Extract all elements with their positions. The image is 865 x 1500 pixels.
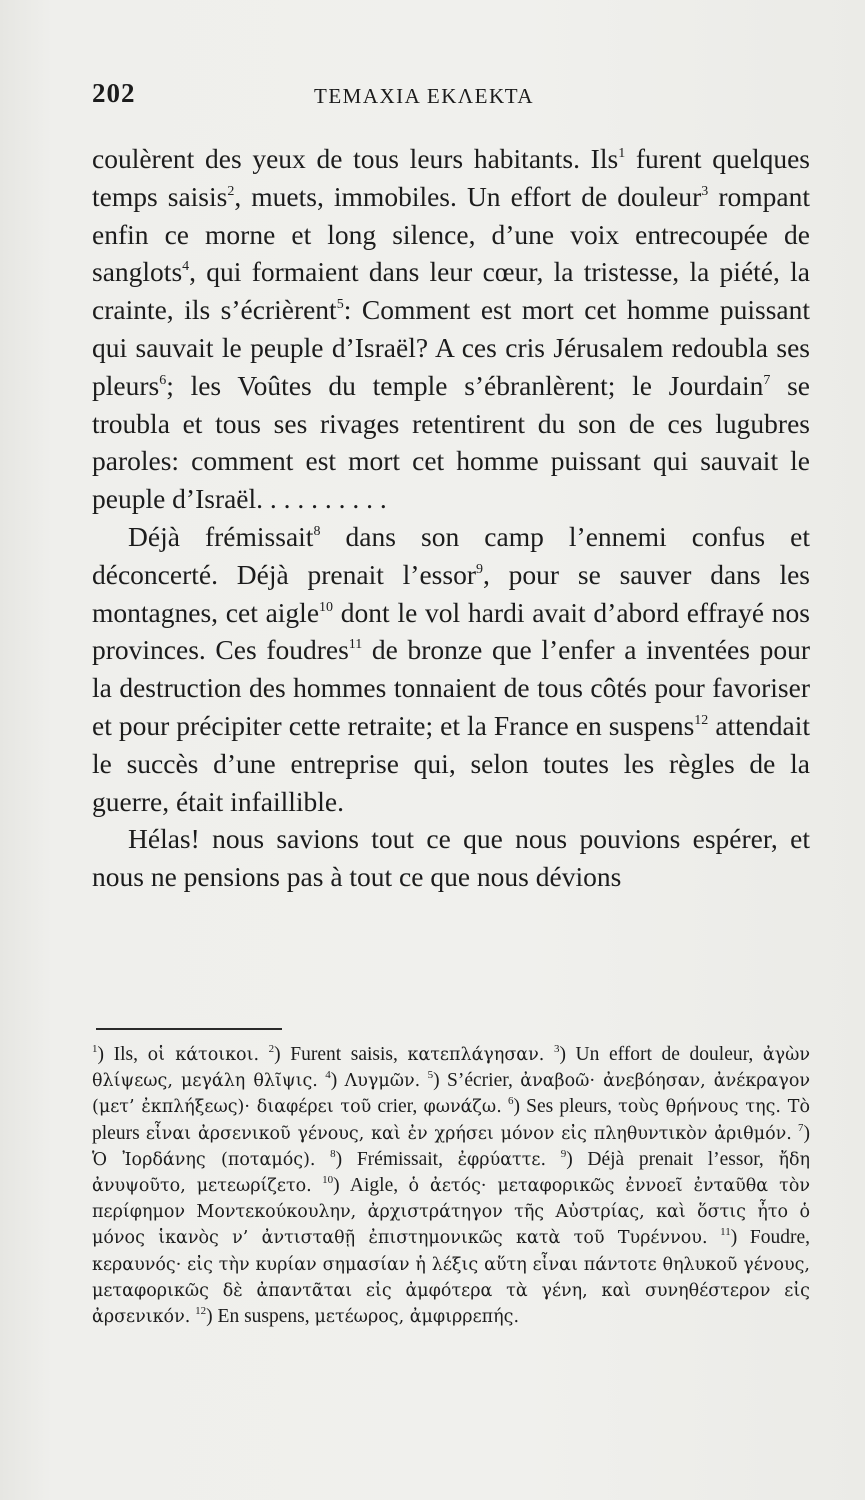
footnote-gloss: εἶναι ἀρσενικοῦ γένους, καὶ ἐν χρήσει μόνον εἰς πληθυντικὸν ἀριθμόν. bbox=[145, 1123, 792, 1144]
text-run: rompant enfin ce morne et long silence, d’une voix entrecoupée de sanglots bbox=[92, 180, 810, 288]
footnote-marker: 2 bbox=[268, 1043, 275, 1055]
text-run: attendait le succès d’une entreprise qui, selon toutes les règles de la guerre, était infaillible. bbox=[92, 709, 811, 817]
paragraph-3 bbox=[92, 820, 810, 896]
footnote-gloss: τοὺς θρήνους της. Τὸ bbox=[618, 1097, 810, 1118]
footnote-term: pleurs bbox=[92, 1122, 146, 1144]
footnote-marker: 3 bbox=[553, 1043, 560, 1055]
footnote-gloss: κεραυνός· εἰς τὴν κυρίαν σημασίαν ἡ λέξις αὕτη εἶναι πάντοτε θηλυκοῦ γένους, μεταφορικῶς δὲ ἀπαντᾶται εἰς ἀμφότερα τὰ γένη, καὶ συνηθέστερον εἰς ἀρσενικόν. bbox=[92, 1254, 810, 1328]
footnote-marker: 6 bbox=[507, 1095, 514, 1108]
footnote-gloss: οἱ κάτοικοι. bbox=[147, 1045, 260, 1065]
note-ref-11: 11 bbox=[348, 637, 363, 653]
footnote-term: ) Frémissait, bbox=[335, 1148, 458, 1170]
text-run: dans son camp l’ennemi confus et déconcerté. Déjà prenait l’essor bbox=[92, 520, 810, 590]
footnote-marker: 8 bbox=[330, 1147, 336, 1160]
footnote-term: ) bbox=[803, 1122, 811, 1144]
footnote-marker: 11 bbox=[720, 1226, 731, 1239]
footnote-term: ) Ses pleurs, bbox=[513, 1096, 619, 1118]
footnote-gloss: Ὁ Ἰορδάνης (ποταμός). bbox=[92, 1149, 316, 1170]
footnote-marker: 10 bbox=[322, 1174, 334, 1187]
footnote-4 bbox=[325, 1070, 420, 1091]
main-text bbox=[92, 140, 810, 896]
footnote-gloss: κατεπλάγησαν. bbox=[407, 1045, 545, 1065]
text-run: se troubla et tous ses rivages retentirent du son de ces lugubres paroles: comment est mort cet homme puissant qui sauvait le peuple d’Israël. . . . . . . . . . bbox=[92, 369, 810, 515]
note-ref-12: 12 bbox=[694, 712, 709, 728]
footnote-term: ) En suspens, bbox=[206, 1306, 315, 1328]
footnote-12 bbox=[195, 1306, 519, 1327]
footnote-term: crier, bbox=[371, 1096, 424, 1118]
text-run: , muets, immobiles. Un effort de douleur bbox=[234, 180, 702, 212]
footnote-marker: 5 bbox=[427, 1069, 434, 1082]
running-title: ΤΕΜΑΧΙΑ ΕΚΛΕΚΤΑ bbox=[314, 84, 535, 108]
note-ref-9: 9 bbox=[475, 561, 483, 577]
footnote-divider bbox=[96, 1028, 282, 1030]
text-run: , qui formaient dans leur cœur, la tristesse, la piété, la crainte, ils s’écrièrent bbox=[92, 256, 810, 326]
text-run: coulèrent des yeux de tous leurs habitants. Ils bbox=[92, 143, 619, 174]
text-run: , pour se sauver dans les montagnes, cet aigle bbox=[92, 558, 810, 628]
footnote-gloss: μετέωρος, ἀμφιρρεπής. bbox=[314, 1307, 520, 1328]
paragraph-1 bbox=[92, 140, 810, 518]
footnote-gloss: ἀναβοῶ· ἀνεβόησαν, ἀνέκραγον (μετ’ ἐκπλήξεως)· διαφέρει τοῦ bbox=[92, 1071, 811, 1118]
footnote-term: ) Furent saisis, bbox=[274, 1044, 408, 1065]
footnote-gloss: φωνάζω. bbox=[423, 1097, 502, 1118]
text-run: Hélas! nous savions tout ce que nous pouvions espérer, et nous ne pensions pas à tout ce que nous dévions bbox=[92, 823, 810, 893]
text-run: : Comment est mort cet homme puissant qui sauvait le peuple d’Israël? A ces cris Jérusalem redoubla ses pleurs bbox=[92, 294, 810, 401]
page-number: 202 bbox=[92, 78, 136, 108]
footnote-marker: 12 bbox=[195, 1305, 207, 1318]
note-ref-10: 10 bbox=[319, 599, 334, 615]
footnote-gloss: ἀγὼν θλίψεως, μεγάλη θλῖψις. bbox=[92, 1045, 811, 1092]
footnotes bbox=[92, 1042, 810, 1330]
footnote-marker: 9 bbox=[560, 1147, 567, 1160]
text-run: Déjà frémissait bbox=[128, 520, 314, 552]
footnote-gloss: ἤδη ἀνυψοῦτο, μετεωρίζετο. bbox=[92, 1149, 810, 1197]
footnote-term: ) bbox=[330, 1070, 345, 1092]
text-run: de bronze que l’enfer a inventées pour la destruction des hommes tonnaient de tous côtés pour favoriser et pour précipiter cette retraite; et la France en suspens bbox=[92, 634, 810, 741]
footnote-marker: 4 bbox=[325, 1069, 331, 1082]
text-run: ; les Voûtes du temple s’ébranlèrent; le Jourdain bbox=[166, 369, 764, 401]
note-ref-2: 2 bbox=[227, 183, 235, 199]
footnote-term: ) Foudre, bbox=[730, 1227, 811, 1249]
footnote-1 bbox=[92, 1044, 259, 1065]
footnote-term: ) Un effort de douleur, bbox=[559, 1044, 763, 1065]
footnote-term: ) Ils, bbox=[97, 1044, 148, 1065]
footnote-marker: 7 bbox=[798, 1121, 804, 1134]
footnote-gloss: Λυγμῶν. bbox=[344, 1071, 421, 1092]
footnote-gloss: ὁ ἀετός· μεταφορικῶς ἐννοεῖ ἐνταῦθα τὸν περίφημον Μοντεκούκουλην, ἀρχιστράτηγον τῆς Αὐστρίας, καὶ ὅστις ἦτο ὁ μόνος ἱκανὸς ν’ ἀντισταθῇ ἐπιστημονικῶς κατὰ τοῦ Τυρέννου. bbox=[92, 1176, 810, 1249]
footnote-gloss: ἐφρύαττε. bbox=[457, 1149, 547, 1170]
note-ref-6: 6 bbox=[159, 372, 167, 388]
text-run: furent quelques temps saisis bbox=[92, 143, 810, 212]
note-ref-8: 8 bbox=[313, 523, 321, 539]
note-ref-3: 3 bbox=[701, 183, 709, 199]
footnote-marker: 1 bbox=[92, 1043, 98, 1055]
note-ref-4: 4 bbox=[182, 259, 190, 275]
footnote-term: ) Déjà prenait l’essor, bbox=[566, 1148, 779, 1170]
footnote-term: ) S’écrier, bbox=[433, 1070, 521, 1092]
text-run: dont le vol hardi avait d’abord effrayé nos provinces. Ces foudres bbox=[92, 596, 811, 666]
paragraph-2 bbox=[92, 518, 810, 820]
footnote-term: ) Aigle, bbox=[333, 1175, 409, 1197]
note-ref-1: 1 bbox=[618, 146, 626, 161]
footnote-8 bbox=[330, 1149, 546, 1170]
note-ref-5: 5 bbox=[336, 297, 344, 313]
page-header bbox=[92, 78, 812, 118]
footnote-2 bbox=[269, 1044, 545, 1065]
note-ref-7: 7 bbox=[763, 372, 771, 388]
